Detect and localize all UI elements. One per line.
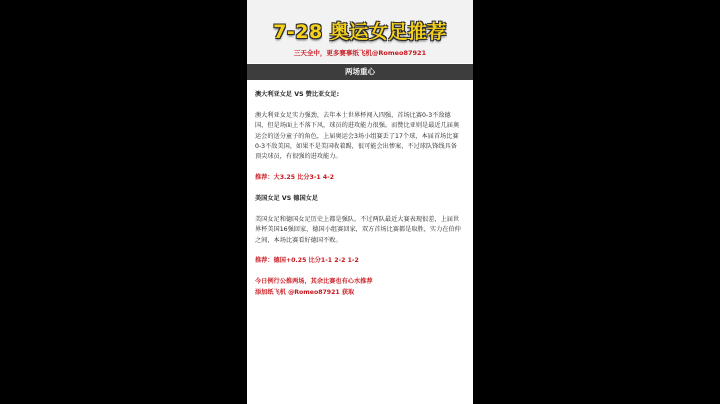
footer-line1: 今日例行公推两场，其余比赛也有心水推荐 [255, 278, 373, 286]
match1-title: 澳大利亚女足 VS 赞比亚女足: [255, 91, 340, 98]
match2-analysis: 美国女足和德国女足历史上都是强队，不过两队最近大赛表现很差，上届世界杯美国16强回家，德国小组赛回家，双方首场比赛都是取胜，实力在伯仲之间，本场比赛看好德国不败。 [255, 215, 461, 244]
section-header: 两场重心 [247, 64, 473, 80]
match2-pick: 推荐：德国+0.25 比分1-1 2-2 1-2 [255, 257, 359, 265]
post-title: 7-28 奥运女足推荐 [273, 21, 447, 43]
match1-pick: 推荐：大3.25 比分3-1 4-2 [255, 174, 335, 182]
post-subtitle: 三天全中，更多赛事纸飞机@Romeo87921 [293, 49, 427, 57]
bottom-spacer [247, 382, 473, 404]
match1-analysis: 澳大利亚女足实力强劲，去年本土世界杯闯入四强，首场比赛0-3不敌德国，但是场面上不落下风，球员的进攻能力很强。而赞比亚则是最近几届奥运会的送分童子的角色，上届奥运会3场小组赛丢了17个球，本届首场比赛0-3不敌美国，如果不是美国收着踢，很可能会出惨案，不过球队锋线具备顶尖球员，有很强的进攻能力。 [255, 111, 460, 161]
post-card [247, 0, 473, 404]
footer-line2: 添加纸飞机 @Romeo87921 获取 [255, 288, 355, 296]
match2-title: 美国女足 VS 德国女足 [255, 195, 319, 203]
header-banner [247, 0, 473, 63]
article-body [255, 90, 463, 298]
